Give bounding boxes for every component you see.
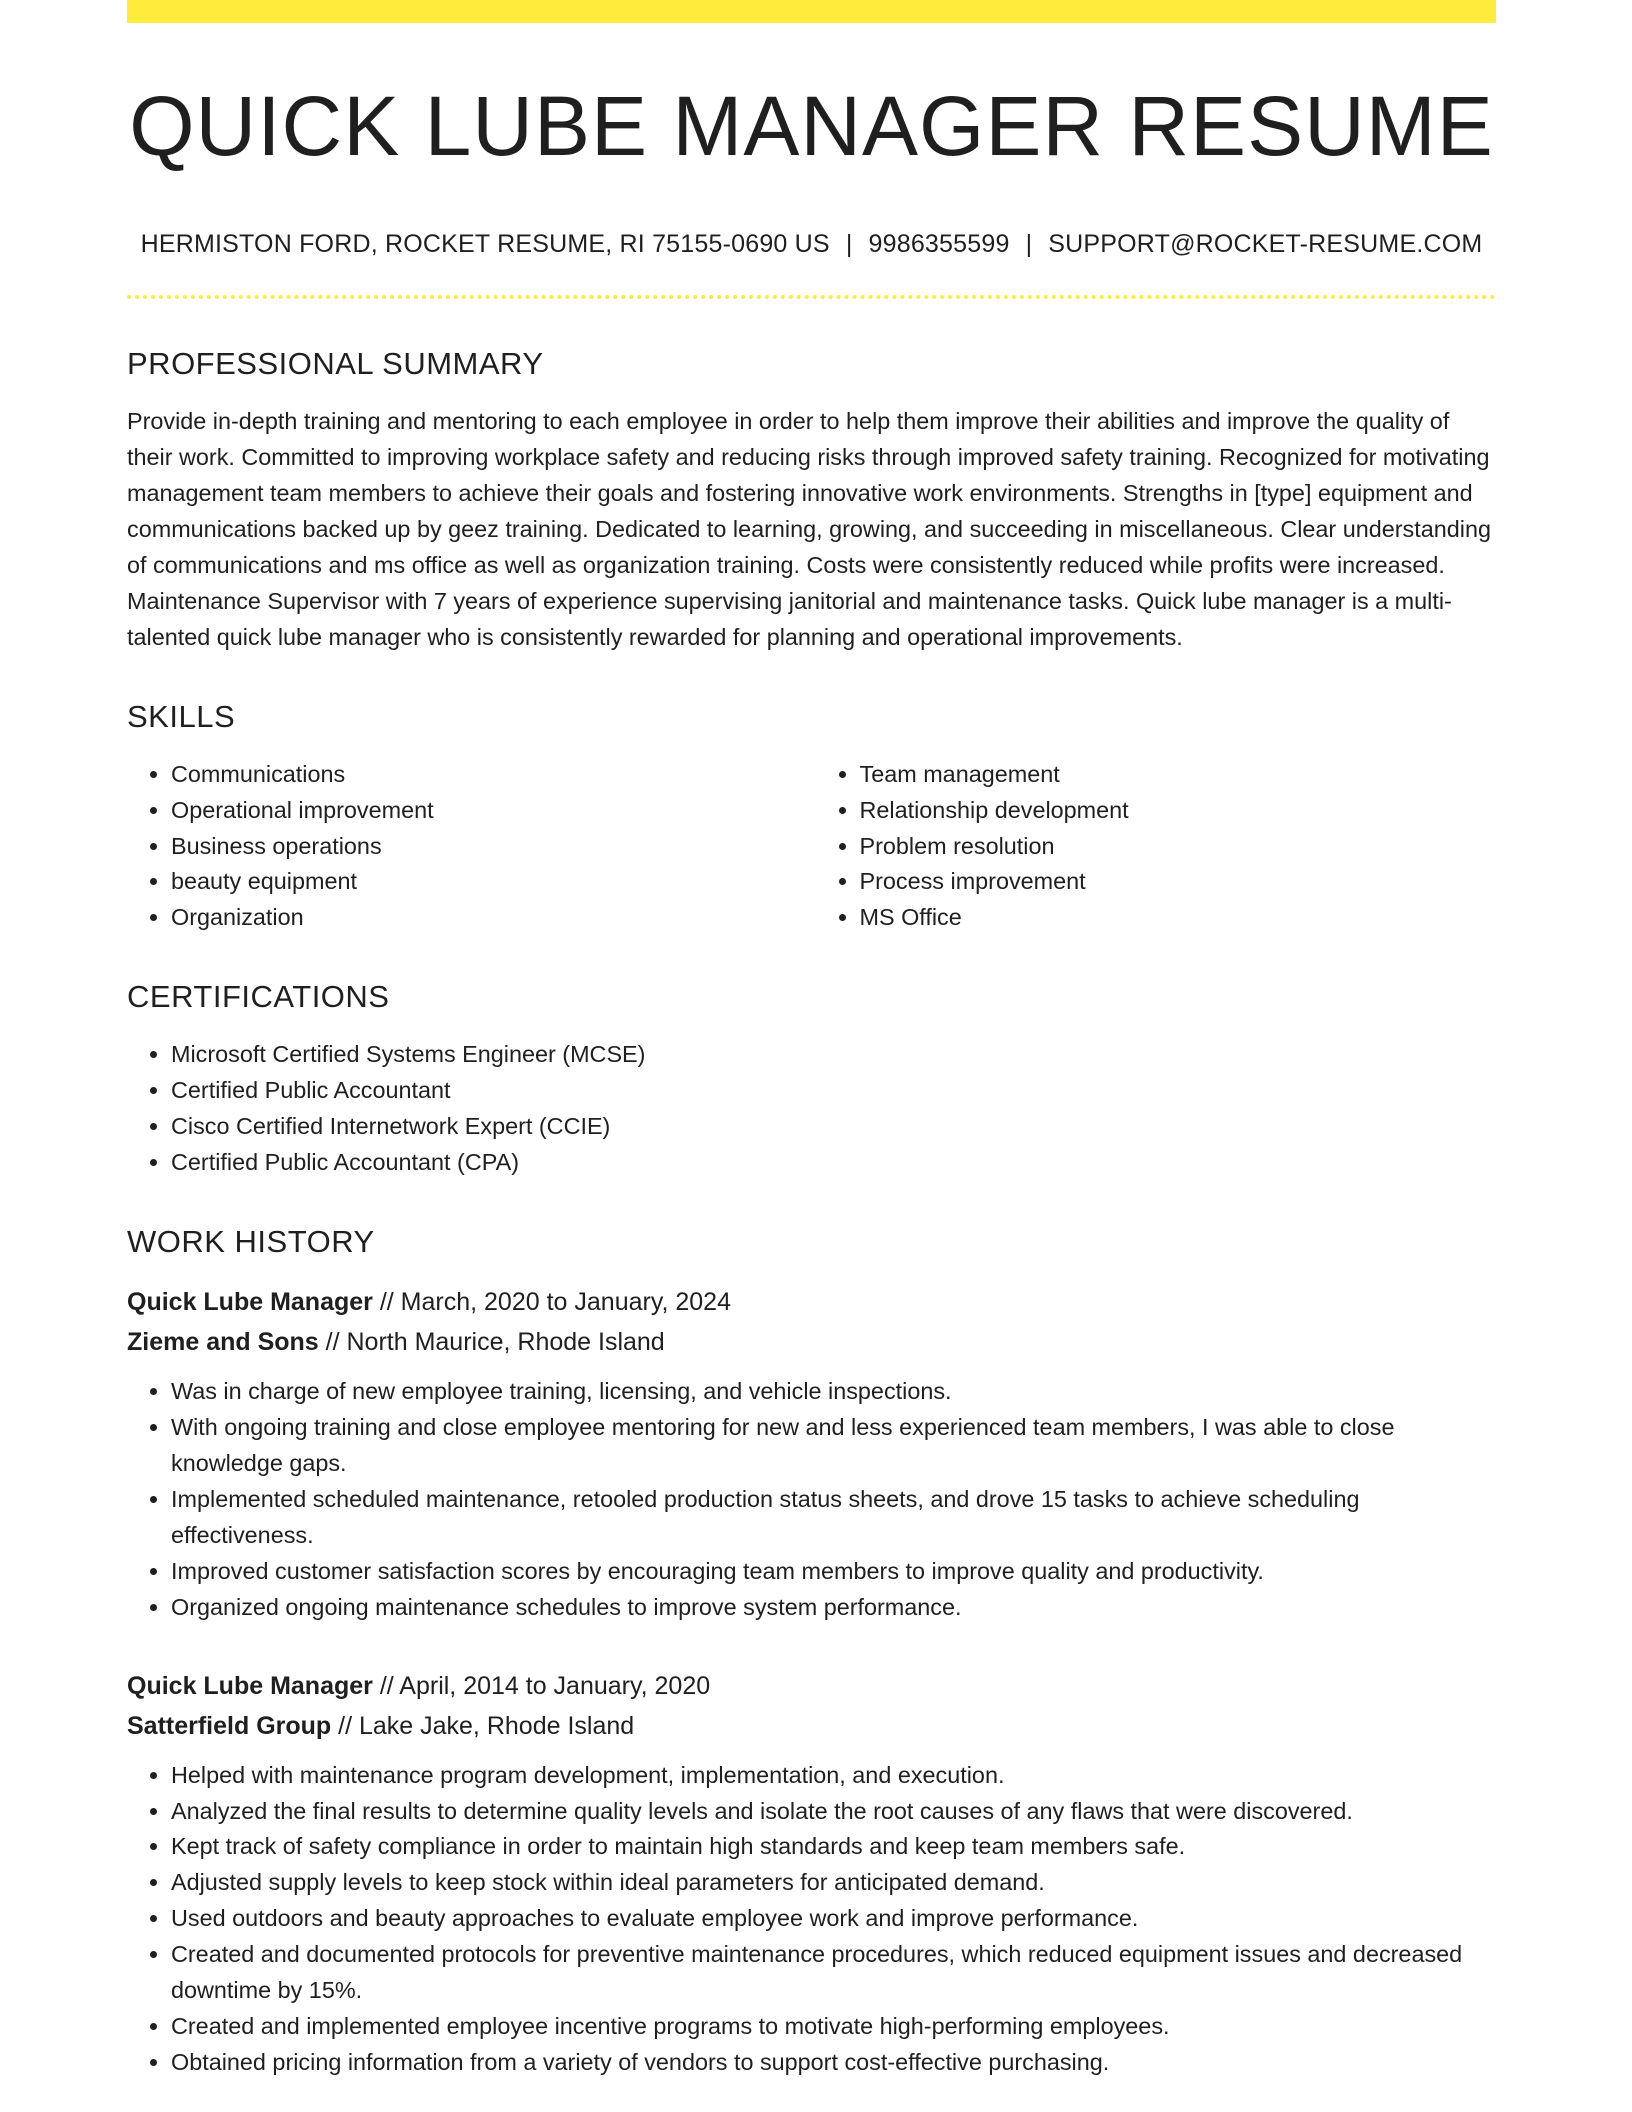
skill-item: • Organization <box>171 900 812 936</box>
skills-list-left <box>127 757 812 937</box>
skill-item: • Process improvement <box>860 864 1497 900</box>
contact-separator: | <box>845 230 853 258</box>
skill-item: • Communications <box>171 757 812 793</box>
job-bullet: • Kept track of safety compliance in order to maintain high standards and keep team members safe. <box>171 1829 1496 1865</box>
certification-item: • Certified Public Accountant <box>171 1073 1496 1109</box>
skill-item: • Operational improvement <box>171 793 812 829</box>
contact-separator: | <box>1025 230 1033 258</box>
job-title: Quick Lube Manager <box>127 1671 373 1700</box>
job-bullets <box>127 1758 1496 2081</box>
job-bullet: • With ongoing training and close employee mentoring for new and less experienced team members, I was able to close knowledge gaps. <box>171 1410 1496 1482</box>
skill-item: • beauty equipment <box>171 864 812 900</box>
skill-item: • Team management <box>860 757 1497 793</box>
job-bullet: • Used outdoors and beauty approaches to evaluate employee work and improve performance. <box>171 1901 1496 1937</box>
skills-grid <box>127 757 1496 937</box>
job-bullet: • Created and documented protocols for preventive maintenance procedures, which reduced equipment issues and decreased downtime by 15%. <box>171 1937 1496 2009</box>
skills-list-right <box>812 757 1497 937</box>
job-title-line <box>127 1666 1496 1706</box>
job-bullet: • Was in charge of new employee training, licensing, and vehicle inspections. <box>171 1374 1496 1410</box>
job-bullets <box>127 1374 1496 1625</box>
certifications-section <box>127 978 1496 1181</box>
job-company-line <box>127 1322 1496 1362</box>
job-location: // Lake Jake, Rhode Island <box>331 1711 635 1740</box>
job-bullet: • Implemented scheduled maintenance, retooled production status sheets, and drove 15 tasks to achieve scheduling effectiveness. <box>171 1482 1496 1554</box>
certification-item: • Certified Public Accountant (CPA) <box>171 1145 1496 1181</box>
skill-item: • MS Office <box>860 900 1497 936</box>
skills-heading: SKILLS <box>127 698 236 734</box>
job-entry <box>127 1282 1496 1625</box>
job-dates: // March, 2020 to January, 2024 <box>372 1288 731 1317</box>
certification-item: • Cisco Certified Internetwork Expert (CCIE) <box>171 1109 1496 1145</box>
job-company: Satterfield Group <box>127 1711 332 1740</box>
job-bullet: • Adjusted supply levels to keep stock within ideal parameters for anticipated demand. <box>171 1865 1496 1901</box>
job-bullet: • Analyzed the final results to determine quality levels and isolate the root causes of any flaws that were discovered. <box>171 1794 1496 1830</box>
skill-item: • Business operations <box>171 829 812 865</box>
contact-line <box>127 229 1496 259</box>
job-dates: // April, 2014 to January, 2020 <box>372 1671 711 1700</box>
job-title-line <box>127 1282 1496 1322</box>
work-history-heading: WORK HISTORY <box>127 1224 375 1260</box>
certification-item: • Microsoft Certified Systems Engineer (MCSE) <box>171 1037 1496 1073</box>
job-location: // North Maurice, Rhode Island <box>318 1328 665 1357</box>
contact-email: SUPPORT@ROCKET-RESUME.COM <box>1048 230 1483 258</box>
contact-address: HERMISTON FORD, ROCKET RESUME, RI 75155-0690 US <box>140 230 830 258</box>
summary-text: Provide in-depth training and mentoring to each employee in order to help them improve their abilities and improve the quality of their work. Committed to improving workplace safety and reducing risks through improved safety training. Recognized for motivating management team members to achieve their goals and fostering innovative work environments. Strengths in [type] equipment and communications backed up by geez training. Dedicated to learning, growing, and succeeding in miscellaneous. Clear understanding of communications and ms office as well as organization training. Costs were consistently reduced while profits were increased. Maintenance Supervisor with 7 years of experience supervising janitorial and maintenance tasks. Quick lube manager is a multi-talented quick lube manager who is consistently rewarded for planning and operational improvements. <box>127 408 1491 650</box>
summary-heading: PROFESSIONAL SUMMARY <box>127 346 544 381</box>
job-entry <box>127 1666 1496 2081</box>
dotted-divider <box>127 295 1496 299</box>
resume-title: QUICK LUBE MANAGER RESUME <box>129 79 1494 173</box>
certifications-heading: CERTIFICATIONS <box>127 979 390 1015</box>
job-title: Quick Lube Manager <box>127 1288 373 1317</box>
skill-item: • Relationship development <box>860 793 1497 829</box>
job-bullet: • Helped with maintenance program development, implementation, and execution. <box>171 1758 1496 1794</box>
certifications-list <box>127 1037 1496 1181</box>
skill-item: • Problem resolution <box>860 829 1497 865</box>
job-bullet: • Obtained pricing information from a variety of vendors to support cost-effective purchasing. <box>171 2045 1496 2081</box>
job-bullet: • Organized ongoing maintenance schedules to improve system performance. <box>171 1590 1496 1626</box>
job-company-line <box>127 1706 1496 1746</box>
accent-bar <box>127 0 1496 23</box>
skills-section <box>127 698 1496 937</box>
summary-section <box>127 345 1496 656</box>
contact-phone: 9986355599 <box>868 230 1010 258</box>
job-company: Zieme and Sons <box>127 1328 319 1357</box>
job-bullet: • Improved customer satisfaction scores by encouraging team members to improve quality and productivity. <box>171 1554 1496 1590</box>
resume-page <box>127 0 1496 2081</box>
work-history-section <box>127 1223 1496 2081</box>
job-bullet: • Created and implemented employee incentive programs to motivate high-performing employees. <box>171 2009 1496 2045</box>
